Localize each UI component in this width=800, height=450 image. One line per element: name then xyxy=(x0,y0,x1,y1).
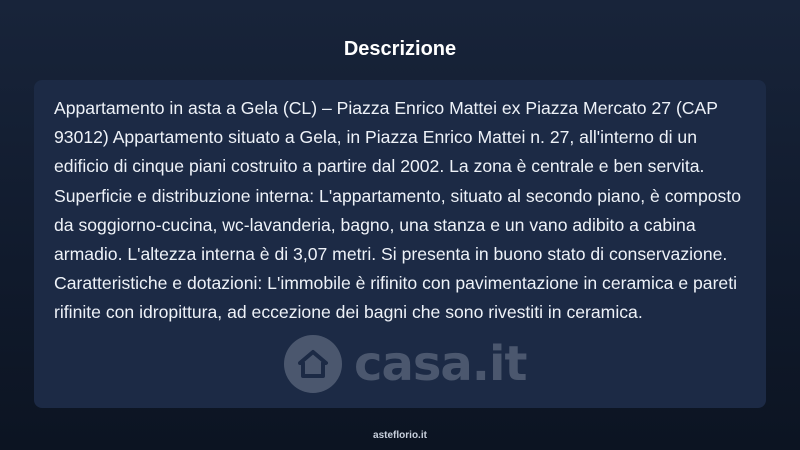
house-icon xyxy=(284,335,342,393)
description-text: Appartamento in asta a Gela (CL) – Piazza Enrico Mattei ex Piazza Mercato 27 (CAP 93012) Appartamento situato a Gela, in Piazza Enrico Mattei n. 27, all'interno di un edificio di cinque piani costruito a partire dal 2002. La zona è centrale e ben servita. Superficie e distribuzione interna: L'appartamento, situato al secondo piano, è composto da soggiorno-cucina, wc-lavanderia, bagno, una stanza e un vano adibito a cabina armadio. L'altezza interna è di 3,07 metri. Si presenta in buono stato di conservazione. Caratteristiche e dotazioni: L'immobile è rifinito con pavimentazione in ceramica e pareti rifinite con idropittura, ad eccezione dei bagni che sono rivestiti in ceramica. xyxy=(54,98,742,323)
footer-source: asteflorio.it xyxy=(373,430,427,441)
casa-it-watermark xyxy=(284,326,584,402)
watermark-text: casa.it xyxy=(354,336,527,392)
description-card xyxy=(34,80,766,408)
section-title: Descrizione xyxy=(343,38,457,60)
